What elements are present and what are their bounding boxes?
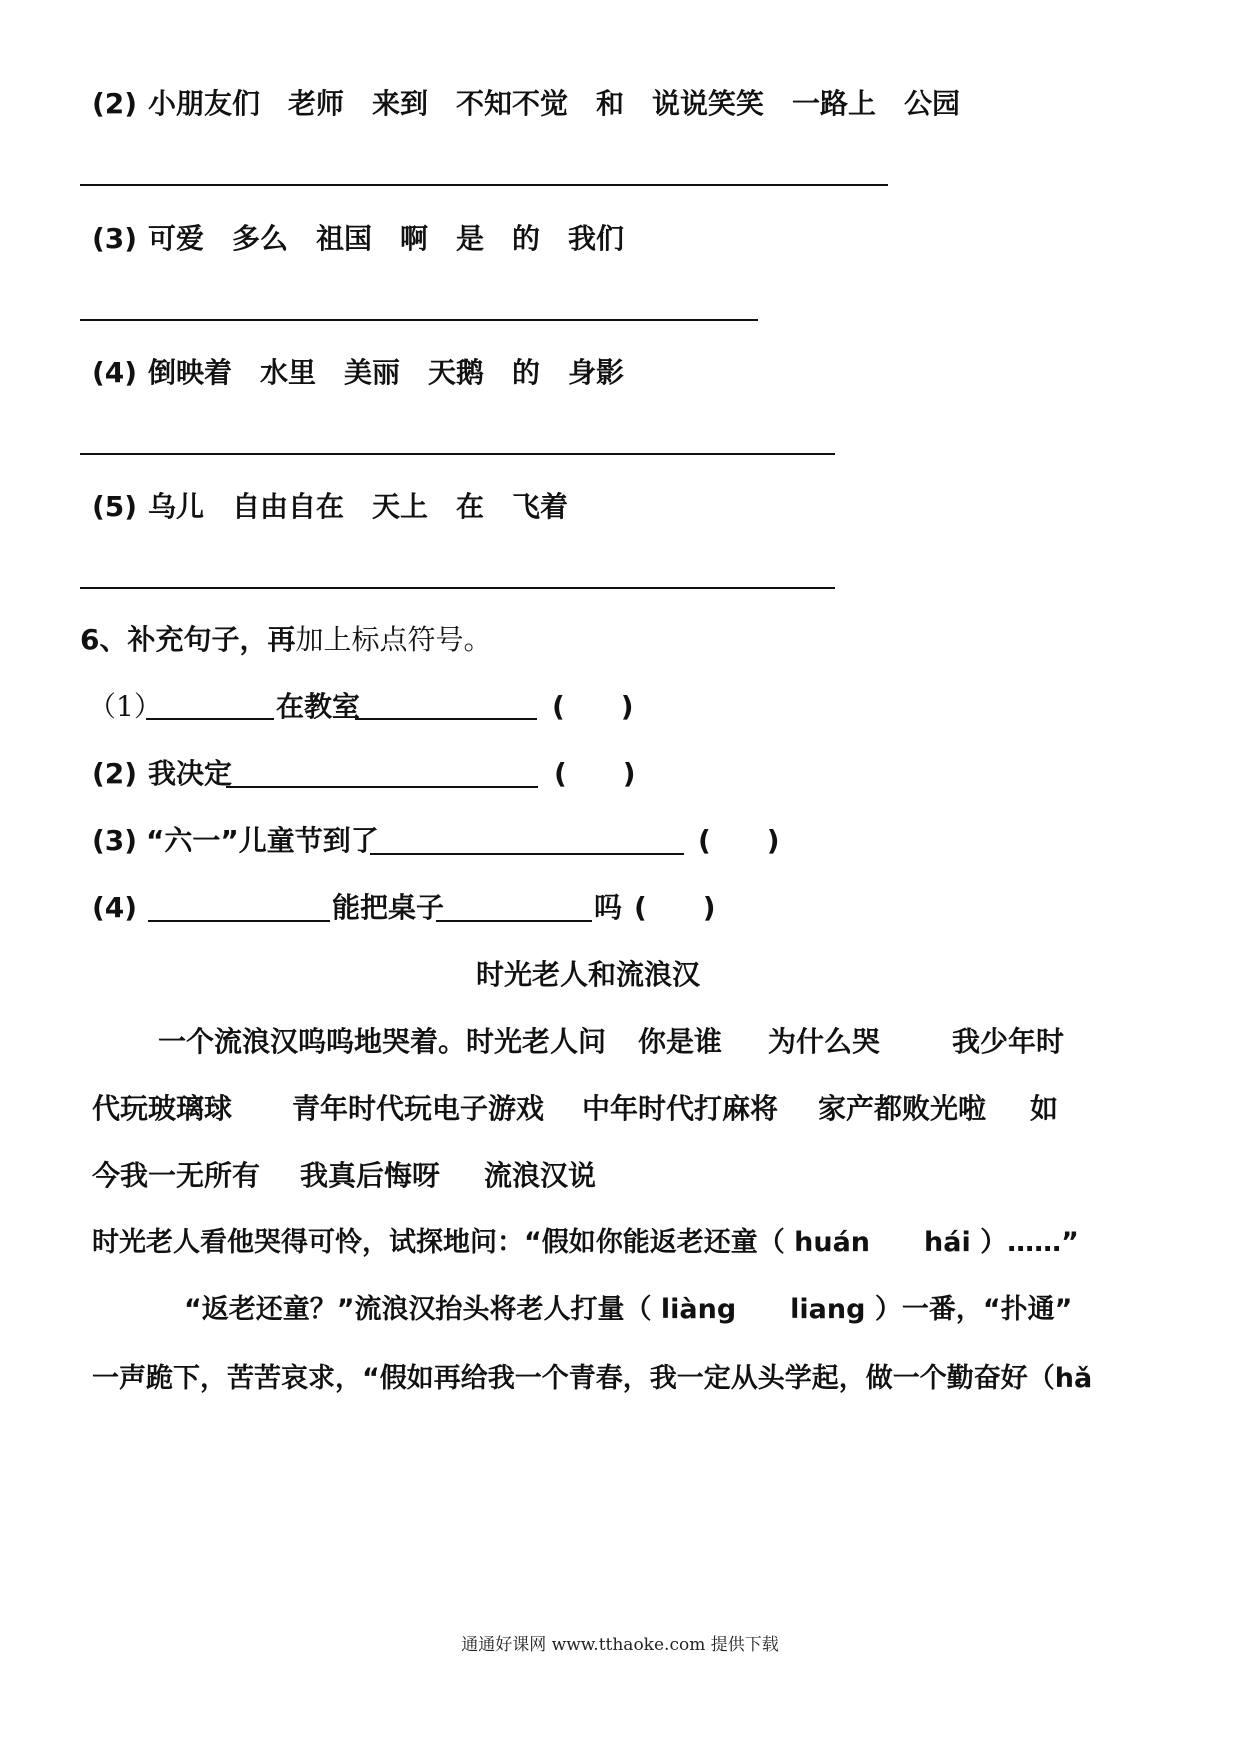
q6-item-text: 在教室 [276,690,361,723]
punctuation-blank[interactable]: ( ) [634,891,716,924]
story-text: 流浪汉说 [484,1159,597,1192]
story-text: 我真后悔呀 [300,1159,441,1192]
q6-heading-rest: 加上标点符号。 [295,623,492,656]
story-text: 如 [1030,1092,1059,1125]
punctuation-blank[interactable]: ( ) [552,690,634,723]
fill-blank[interactable] [148,920,330,922]
q6-item-number: (3) [92,824,138,857]
q6-heading [80,622,492,658]
q6-item-text: 能把桌子 [332,891,445,924]
fill-blank[interactable] [355,718,537,720]
q6-item-text: “六一”儿童节到了 [146,824,379,857]
q5-item-number: (2) [92,87,138,120]
story-text: 一声跪下，苦苦哀求，“假如再给我一个青春，我一定从头学起，做一个勤奋好（hǎ [92,1363,1093,1394]
story-text: “返老还童？”流浪汉抬头将老人打量（ liàng liang ）一番，“扑通” [184,1294,1073,1325]
q6-item-number: (2) [92,757,138,790]
fill-blank[interactable] [370,853,684,855]
fill-blank[interactable] [436,920,592,922]
answer-line [80,184,888,186]
story-text: 时光老人看他哭得可怜，试探地问：“假如你能返老还童（ huán hái ）……” [92,1227,1079,1258]
q6-item-number: (4) [92,891,138,924]
story-text: 你是谁 [638,1025,723,1058]
page-footer: 通通好课网 www.tthaoke.com 提供下载 [461,1635,779,1655]
q5-item-number: (4) [92,356,138,389]
q5-item-number: (5) [92,490,138,523]
q5-item-words: 小朋友们 老师 来到 不知不觉 和 说说笑笑 一路上 公园 [148,87,961,120]
fill-blank[interactable] [226,786,538,788]
story-text: 家产都败光啦 [818,1092,987,1125]
fill-blank[interactable] [146,718,274,720]
story-text: 我少年时 [952,1025,1065,1058]
q6-heading-bold: 6、补充句子，再 [80,623,296,656]
q5-item-number: (3) [92,222,138,255]
story-text: 今我一无所有 [92,1159,261,1192]
punctuation-blank[interactable]: ( ) [554,757,636,790]
q6-item-suffix: 吗 [594,891,623,924]
punctuation-blank[interactable]: ( ) [698,824,780,857]
story-text: 青年时代玩电子游戏 [292,1092,545,1125]
q5-item-words: 倒映着 水里 美丽 天鹅 的 身影 [148,356,625,389]
story-text: 中年时代打麻将 [582,1092,779,1125]
story-text: 代玩玻璃球 [92,1092,233,1125]
q5-item-words: 乌儿 自由自在 天上 在 飞着 [148,490,569,523]
q6-item-text: 我决定 [148,757,233,790]
answer-line [80,453,835,455]
answer-line [80,319,758,321]
story-title: 时光老人和流浪汉 [476,958,701,991]
q5-item-words: 可爱 多么 祖国 啊 是 的 我们 [148,222,625,255]
story-text: 一个流浪汉呜呜地哭着。时光老人问 [158,1025,607,1058]
answer-line [80,587,835,589]
q6-item-number: （1） [88,690,162,723]
story-text: 为什么哭 [768,1025,881,1058]
